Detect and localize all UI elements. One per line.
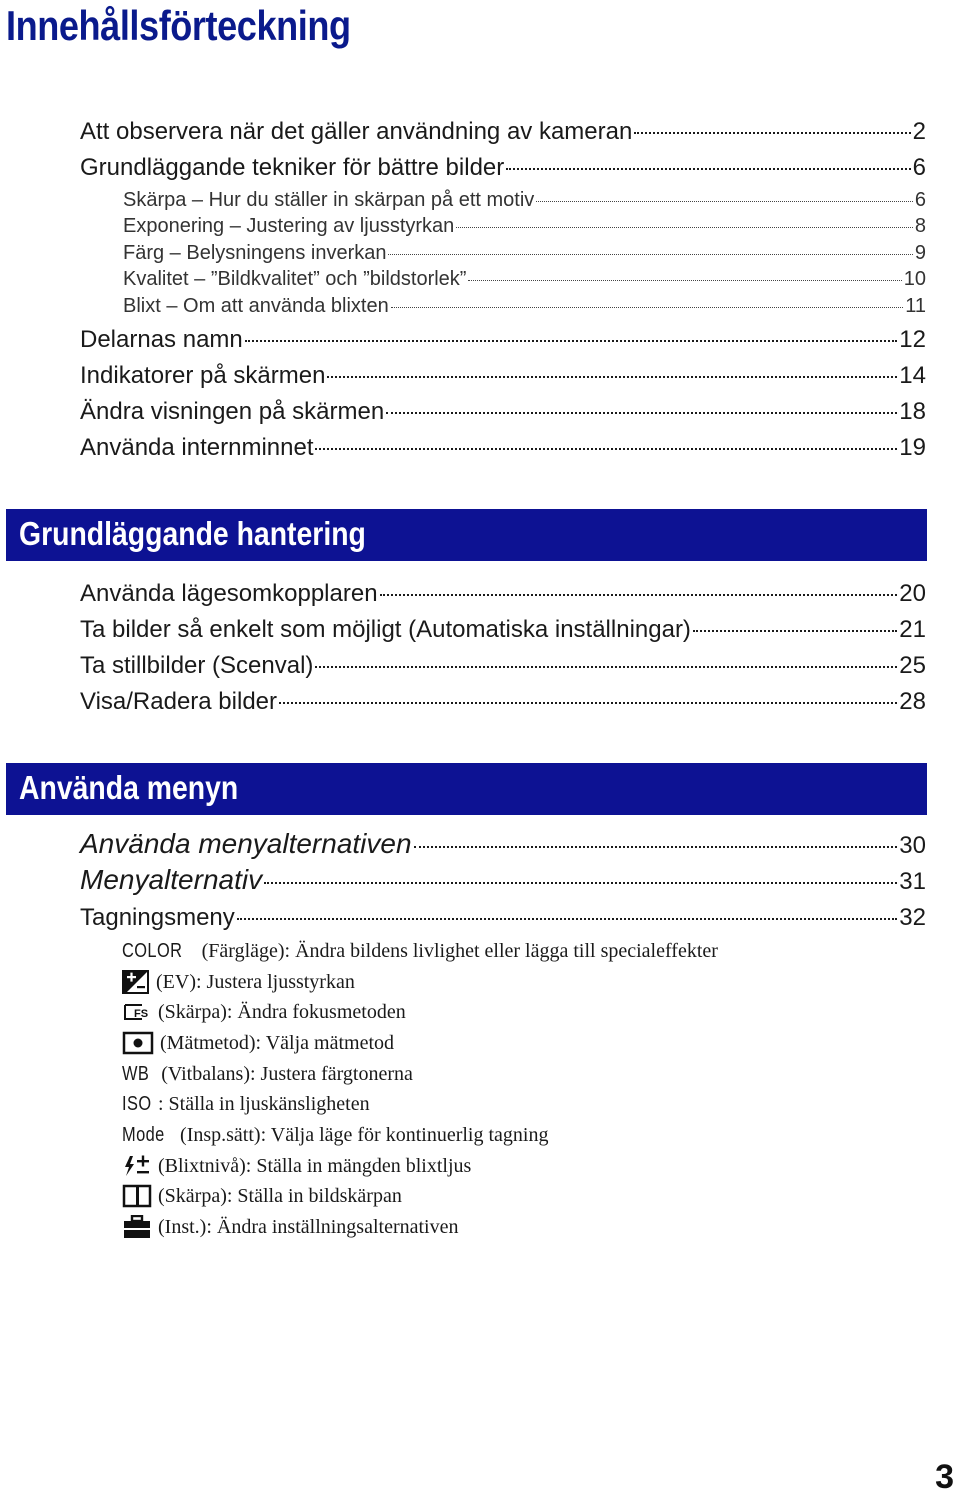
toc-entry-label: Ta bilder så enkelt som möjligt (Automatiska inställningar) bbox=[80, 616, 691, 643]
menu-item-text: (Vitbalans): Justera färgtonerna bbox=[161, 1062, 413, 1085]
toc-entry-label: Använda internminnet bbox=[80, 434, 314, 461]
toc-entry[interactable] bbox=[80, 362, 926, 392]
toc-subentry[interactable] bbox=[123, 242, 926, 268]
toc-entry-label: Menyalternativ bbox=[80, 864, 263, 895]
menu-item-text: (Mätmetod): Välja mätmetod bbox=[160, 1031, 395, 1054]
menu-item-text: (Inst.): Ändra inställningsalternativen bbox=[158, 1215, 459, 1238]
menu-item-text: (Skärpa): Ändra fokusmetoden bbox=[158, 1000, 406, 1023]
toc-subentry-label: Skärpa – Hur du ställer in skärpan på ett motiv bbox=[123, 189, 535, 211]
toc-entry-label: Indikatorer på skärmen bbox=[80, 362, 326, 389]
toc-subentry[interactable] bbox=[123, 215, 926, 241]
toc-entry-page: 12 bbox=[899, 326, 926, 353]
menu-item[interactable] bbox=[122, 1213, 458, 1241]
toc-entry-page: 18 bbox=[899, 398, 926, 425]
toc-entry-label: Ta stillbilder (Scenval) bbox=[80, 652, 314, 679]
toc-entry[interactable] bbox=[80, 326, 926, 356]
menu-item[interactable] bbox=[122, 998, 406, 1026]
page-number: 3 bbox=[935, 1458, 954, 1496]
toc-entry-page: 20 bbox=[899, 580, 926, 607]
toc-entry[interactable] bbox=[80, 864, 926, 898]
toc-entry[interactable] bbox=[80, 616, 926, 646]
toc-entry-page: 30 bbox=[899, 832, 926, 859]
toc-leader bbox=[388, 254, 912, 255]
toc-subentry-label: Färg – Belysningens inverkan bbox=[123, 242, 387, 264]
toc-entry-page: 14 bbox=[899, 362, 926, 389]
toc-subentry[interactable] bbox=[123, 189, 926, 215]
toc-entry[interactable] bbox=[80, 118, 926, 148]
section-heading: Använda menyn bbox=[19, 769, 239, 806]
toc-leader bbox=[245, 340, 898, 342]
toc-subentry-page: 11 bbox=[905, 295, 926, 317]
toc-subentry-label: Exponering – Justering av ljusstyrkan bbox=[123, 215, 455, 237]
sharpness-icon bbox=[122, 1184, 152, 1208]
menu-item[interactable] bbox=[122, 1060, 413, 1088]
toc-entry[interactable] bbox=[80, 904, 926, 934]
toc-subentry-page: 10 bbox=[903, 268, 926, 290]
toc-entry[interactable] bbox=[80, 580, 926, 610]
menu-item[interactable] bbox=[122, 1090, 370, 1118]
toc-leader bbox=[315, 666, 897, 668]
toc-leader bbox=[414, 846, 898, 848]
toc-entry-label: Använda menyalternativen bbox=[80, 828, 412, 859]
menu-item[interactable] bbox=[122, 1152, 471, 1180]
menu-item[interactable] bbox=[122, 1029, 394, 1057]
toc-leader bbox=[456, 227, 913, 228]
toc-leader bbox=[536, 201, 913, 202]
menu-item[interactable] bbox=[122, 1121, 548, 1149]
toc-entry-label: Att observera när det gäller användning av kameran bbox=[80, 118, 633, 145]
toc-leader bbox=[237, 918, 898, 920]
toc-entry-page: 21 bbox=[899, 616, 926, 643]
toc-leader bbox=[315, 448, 897, 450]
toc-subentry[interactable] bbox=[123, 268, 926, 294]
menu-item-text: (Insp.sätt): Välja läge för kontinuerlig tagning bbox=[180, 1123, 549, 1146]
setup-icon bbox=[122, 1215, 152, 1239]
toc-subentry-page: 8 bbox=[914, 215, 926, 237]
toc-leader bbox=[693, 630, 897, 632]
metering-icon bbox=[122, 1031, 154, 1055]
toc-entry-label: Använda lägesomkopplaren bbox=[80, 580, 378, 607]
toc-leader bbox=[634, 132, 910, 134]
toc-leader bbox=[391, 307, 904, 308]
menu-item-text: (Färgläge): Ändra bildens livlighet eller lägga till specialeffekter bbox=[201, 939, 718, 962]
menu-item-text: (EV): Justera ljusstyrkan bbox=[156, 970, 355, 993]
toc-leader bbox=[279, 702, 897, 704]
toc-leader bbox=[380, 594, 898, 596]
toc-leader bbox=[327, 376, 897, 378]
toc-subentry-label: Blixt – Om att använda blixten bbox=[123, 295, 389, 317]
toc-leader bbox=[468, 280, 901, 281]
toc-subentry-page: 6 bbox=[914, 189, 926, 211]
toc-entry[interactable] bbox=[80, 828, 926, 862]
toc-leader bbox=[386, 412, 897, 414]
focus-icon bbox=[122, 1000, 152, 1024]
flash-level-icon bbox=[122, 1154, 152, 1178]
toc-entry-page: 19 bbox=[899, 434, 926, 461]
toc-entry-page: 25 bbox=[899, 652, 926, 679]
toc-entry-label: Delarnas namn bbox=[80, 326, 243, 353]
menu-item-text: (Skärpa): Ställa in bildskärpan bbox=[158, 1184, 402, 1207]
menu-item[interactable] bbox=[122, 937, 718, 965]
page-title: Innehållsförteckning bbox=[6, 2, 351, 49]
section-heading-band bbox=[6, 763, 927, 815]
section-heading: Grundläggande hantering bbox=[19, 515, 366, 552]
svg-text:FS: FS bbox=[134, 1008, 149, 1020]
toc-entry-label: Grundläggande tekniker för bättre bilder bbox=[80, 154, 505, 181]
iso-symbol: ISO bbox=[122, 1092, 152, 1115]
menu-item-text: (Blixtnivå): Ställa in mängden blixtljus bbox=[158, 1154, 472, 1177]
toc-entry[interactable] bbox=[80, 434, 926, 464]
toc-entry-page: 28 bbox=[899, 688, 926, 715]
toc-entry-label: Visa/Radera bilder bbox=[80, 688, 278, 715]
toc-entry[interactable] bbox=[80, 398, 926, 428]
toc-entry[interactable] bbox=[80, 652, 926, 682]
toc-entry[interactable] bbox=[80, 688, 926, 718]
menu-item[interactable] bbox=[122, 1182, 402, 1210]
toc-entry-page: 31 bbox=[899, 868, 926, 895]
toc-entry[interactable] bbox=[80, 154, 926, 184]
color-symbol: COLOR bbox=[122, 939, 183, 962]
white-balance-symbol: WB bbox=[122, 1062, 150, 1085]
toc-subentry-page: 9 bbox=[914, 242, 926, 264]
toc-entry-label: Ändra visningen på skärmen bbox=[80, 398, 385, 425]
toc-entry-label: Tagningsmeny bbox=[80, 904, 235, 931]
toc-entry-page: 6 bbox=[912, 154, 926, 181]
mode-symbol: Mode bbox=[122, 1123, 165, 1146]
section-heading-band bbox=[6, 509, 927, 561]
toc-entry-page: 2 bbox=[912, 118, 926, 145]
toc-leader bbox=[506, 168, 910, 170]
exposure-icon bbox=[122, 970, 150, 994]
menu-item[interactable] bbox=[122, 968, 355, 996]
toc-subentry-label: Kvalitet – ”Bildkvalitet” och ”bildstorlek” bbox=[123, 268, 467, 290]
toc-entry-page: 32 bbox=[899, 904, 926, 931]
menu-item-text: : Ställa in ljuskänsligheten bbox=[157, 1092, 370, 1115]
toc-leader bbox=[264, 882, 897, 884]
toc-subentry[interactable] bbox=[123, 295, 926, 321]
